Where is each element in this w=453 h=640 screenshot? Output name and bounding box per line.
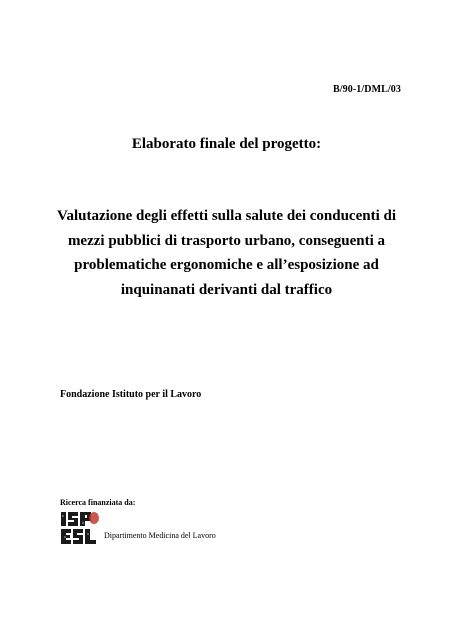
- foundation-name: Fondazione Istituto per il Lavoro: [60, 389, 202, 400]
- project-title: [40, 204, 413, 302]
- ispesl-logo-icon: [60, 510, 100, 546]
- department-name: Dipartimento Medicina del Lavoro: [104, 531, 216, 540]
- title-line: Valutazione degli effetti sulla salute dei conducenti di: [56, 208, 397, 224]
- title-line: mezzi pubblici di trasporto urbano, conseguenti a: [67, 232, 386, 249]
- project-heading: Elaborato finale del progetto:: [131, 136, 322, 152]
- title-line: problematiche ergonomiche e all’esposizione ad: [74, 257, 379, 273]
- funding-label: Ricerca finanziata da:: [60, 498, 136, 507]
- document-code: B/90-1/DML/03: [333, 84, 401, 95]
- title-line: inquinanati derivanti dal traffico: [120, 281, 333, 298]
